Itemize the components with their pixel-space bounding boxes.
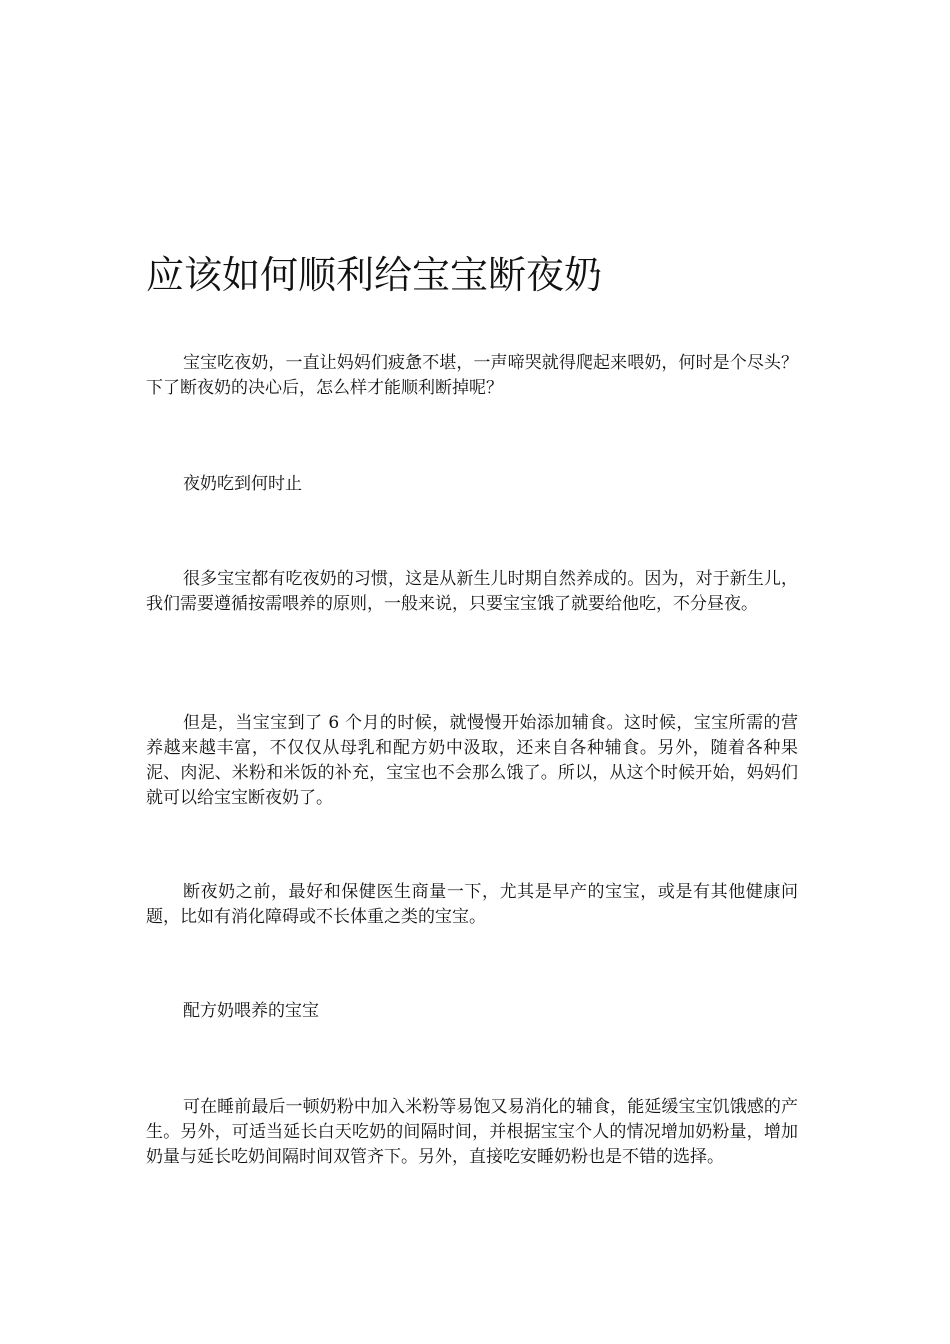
intro-paragraph: 宝宝吃夜奶，一直让妈妈们疲惫不堪，一声啼哭就得爬起来喂奶，何时是个尽头？下了断夜奶的决心后，怎么样才能顺利断掉呢？ bbox=[146, 353, 798, 398]
section-heading-night-feeding: 夜奶吃到何时止 bbox=[183, 474, 302, 494]
document-title: 应该如何顺利给宝宝断夜奶 bbox=[146, 253, 603, 297]
paragraph-newborn-habit: 很多宝宝都有吃夜奶的习惯，这是从新生儿时期自然养成的。因为，对于新生儿，我们需要遵循按需喂养的原则，一般来说，只要宝宝饿了就要给他吃，不分昼夜。 bbox=[146, 569, 798, 614]
paragraph-consult-doctor: 断夜奶之前，最好和保健医生商量一下，尤其是早产的宝宝，或是有其他健康问题，比如有消化障碍或不长体重之类的宝宝。 bbox=[146, 882, 798, 927]
paragraph-six-months: 但是，当宝宝到了 6 个月的时候，就慢慢开始添加辅食。这时候，宝宝所需的营养越来越丰富，不仅仅从母乳和配方奶中汲取，还来自各种辅食。另外，随着各种果泥、肉泥、米粉和米饭的补充，宝宝也不会那么饿了。所以，从这个时候开始，妈妈们就可以给宝宝断夜奶了。 bbox=[146, 713, 798, 808]
paragraph-formula-tips: 可在睡前最后一顿奶粉中加入米粉等易饱又易消化的辅食，能延缓宝宝饥饿感的产生。另外，可适当延长白天吃奶的间隔时间，并根据宝宝个人的情况增加奶粉量，增加奶量与延长吃奶间隔时间双管齐下。另外，直接吃安睡奶粉也是不错的选择。 bbox=[146, 1097, 798, 1167]
section-heading-formula-feeding: 配方奶喂养的宝宝 bbox=[183, 1001, 319, 1021]
